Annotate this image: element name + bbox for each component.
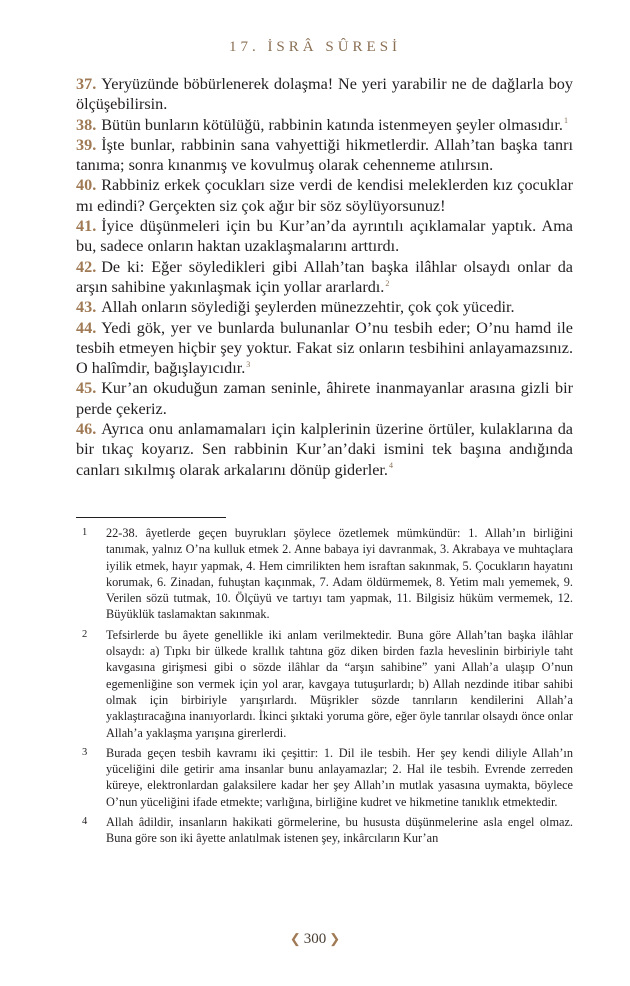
footnote-2 <box>82 627 573 741</box>
verse-42 <box>76 257 573 298</box>
footnote-1 <box>82 525 573 623</box>
verse-block <box>76 74 573 480</box>
verse-number: 38. <box>76 115 97 134</box>
verse-number: 45. <box>76 379 97 398</box>
left-ornament-icon: ❮ <box>289 931 301 946</box>
footnote-ref[interactable]: 3 <box>246 359 251 369</box>
verse-text: Rabbiniz erkek çocukları size verdi de kendisi meleklerden kız çocuklar mı edindi? Gerçekten siz çok ağır bir söz söylüyorsunuz! <box>76 176 573 215</box>
footnote-ref[interactable]: 2 <box>385 278 390 288</box>
verse-40 <box>76 175 573 216</box>
verse-44 <box>76 318 573 379</box>
verse-text: Kur’an okuduğun zaman seninle, âhirete inanmayanlar arasına gizli bir perde çekeriz. <box>76 379 573 418</box>
verse-45 <box>76 378 573 419</box>
running-header: 17. İSRÂ SÛRESİ <box>228 39 402 55</box>
verse-text: Yedi gök, yer ve bunlarda bulunanlar O’nu tesbih eder; O’nu hamd ile tesbih etmeyen hiçbir şey yoktur. Fakat siz onların tesbihini anlayamazsınız. O halîmdir, bağışlayıcıdır. <box>76 318 573 378</box>
verse-number: 43. <box>76 298 97 317</box>
verse-text: İyice düşünmeleri için bu Kur’an’da ayrıntılı açıklamalar yaptık. Ama bu, sadece onların haktan uzaklaşmalarını arttırdı. <box>76 217 573 256</box>
footnote-text: Allah âdildir, insanların hakikati görmelerine, bu hususta düşünmelerine asla engel olmaz. Buna göre son iki âyette anlatılmak istenen şey, inkârcıların Kur’an <box>106 815 573 846</box>
footnote-text: 22-38. âyetlerde geçen buyrukları şöylece özetlemek mümkündür: 1. Allah’ın birliğini tanımak, yalnız O’na kulluk etmek 2. Anne babaya iyi davranmak, 3. Akrabaya ve muhtaçlara iyilik etmek, hayır yapmak, 4. Hem cimrilikten hem israftan sakınmak, 5. Çocukların hayatını korumak, 6. Zinadan, fuhuştan kaçınmak, 7. Adam öldürmemek, 8. Yetim malı yememek, 9. Verilen sözü tutmak, 10. Ölçüyü ve tartıyı tam yapmak, 11. Bilgisiz hüküm vermemek, 12. Büyüklük taslamaktan sakınmak. <box>106 526 573 622</box>
verse-text: Ayrıca onu anlamamaları için kalplerinin üzerine örtüler, kulaklarına da bir tıkaç koyarız. Sen rabbinin Kur’an’daki ismini tek başına andığında canları sıkılmış olarak arkalarını dönüp giderler. <box>76 420 573 479</box>
footnote-number: 2 <box>82 628 88 640</box>
verse-number: 44. <box>76 318 97 337</box>
verse-text: De ki: Eğer söyledikleri gibi Allah’tan başka ilâhlar olsaydı onlar da arşın sahibine yakınlaşmak için yollar ararlardı. <box>76 257 573 296</box>
verse-43 <box>76 297 573 317</box>
verse-number: 39. <box>76 135 97 154</box>
footnotes <box>82 525 573 851</box>
footnote-4 <box>82 814 573 847</box>
verse-39 <box>76 135 573 176</box>
right-ornament-icon: ❯ <box>329 931 341 946</box>
verse-number: 40. <box>76 176 97 195</box>
verse-37 <box>76 74 573 115</box>
verse-number: 42. <box>76 257 97 276</box>
footnote-number: 3 <box>82 746 88 758</box>
footnote-number: 1 <box>82 527 88 538</box>
footnote-divider <box>76 517 226 518</box>
footnote-3 <box>82 745 573 810</box>
verse-46 <box>76 419 573 480</box>
verse-number: 46. <box>76 420 97 439</box>
verse-text: Yeryüzünde böbürlenerek dolaşma! Ne yeri yarabilir ne de dağlarla boy ölçüşebilirsin. <box>76 75 573 114</box>
verse-41 <box>76 216 573 257</box>
verse-38 <box>76 115 573 135</box>
footnote-ref[interactable]: 4 <box>388 461 393 471</box>
page-number: 300 <box>303 931 327 947</box>
footnote-number: 4 <box>82 816 88 828</box>
page-footer <box>0 931 630 948</box>
footnote-text: Burada geçen tesbih kavramı iki çeşittir: 1. Dil ile tesbih. Her şey kendi diliyle Allah’ın yüceliğini dile getirir ama insanlar bunu anlayamazlar; 2. Hal ile tesbih. Evrende zerreden küreye, elektronlardan galaksilere kadar her şey Allah’ın mutlak yasasına uymakta, böylece O’nun yüceliğini ifade etmekte; varlığına, birliğine kudret ve hikmetine tanıklık etmektedir. <box>106 745 573 809</box>
verse-text: Allah onların söylediği şeylerden münezzehtir, çok çok yücedir. <box>101 298 515 317</box>
verse-text: İşte bunlar, rabbinin sana vahyettiği hikmetlerdir. Allah’tan başka tanrı tanıma; sonra kınanmış ve kovulmuş olarak cehenneme atılırsın. <box>76 135 573 175</box>
verse-number: 37. <box>76 75 97 93</box>
verse-text: Bütün bunların kötülüğü, rabbinin katında istenmeyen şeyler olmasıdır. <box>101 115 563 134</box>
footnote-ref[interactable]: 1 <box>563 116 568 126</box>
footnote-text: Tefsirlerde bu âyete genellikle iki anlam verilmektedir. Buna göre Allah’tan başka ilâhlar olsaydı: a) Tıpkı bir ülkede krallık tahtına göz diken birden fazla heveslinin birbiriyle taht kavgasına girişmesi gibi o sözde ilâhlar da “arşın sahibine” yani Allah’a ulaşıp O’nun egemenliğine son vermek için yol arar, kavgaya tutuşurlardı; b) Allah nezdinde itibar sahibi olmak için birbiriyle yarışırlardı. Müşrikler sözde tanrıların kendilerini Allah’a yaklaştıracağına inanıyorlardı. İkinci şıktaki yoruma göre, eğer öyle tanrılar olsaydı önce onlar Allah’a yaklaşma yarışına girerlerdi. <box>106 627 573 740</box>
verse-number: 41. <box>76 217 97 236</box>
